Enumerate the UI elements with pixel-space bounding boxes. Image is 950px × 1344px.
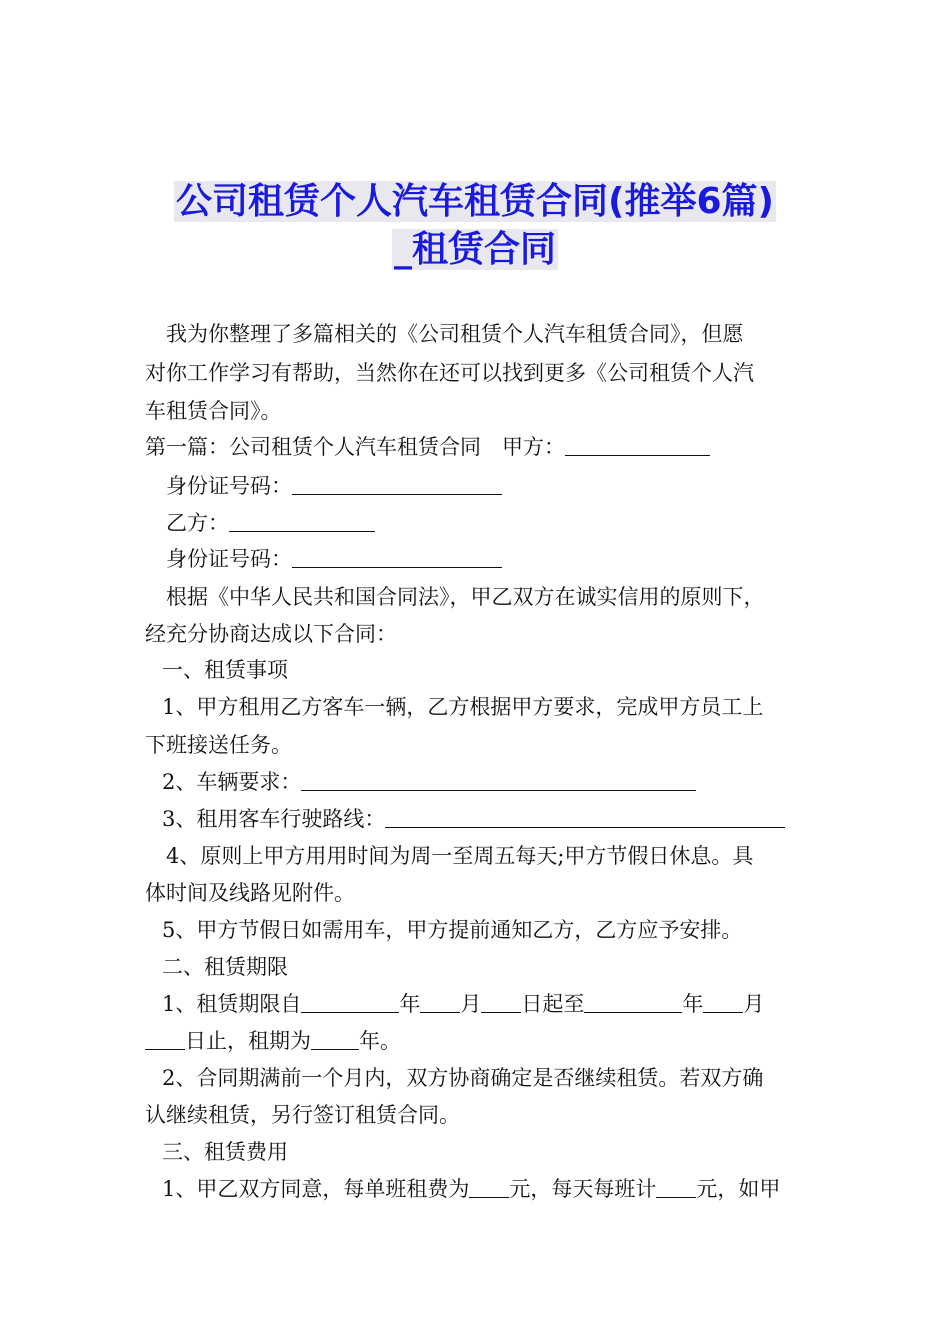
blank-month-to: [703, 992, 743, 1013]
intro-line-2: 对你工作学习有帮助，当然你在还可以找到更多《公司租赁个人汽: [145, 361, 754, 385]
document-title: 公司租赁个人汽车租赁合同(推举6篇): [176, 181, 774, 222]
blank-year-from: [301, 992, 399, 1013]
item-2-2-line-2: 认继续租赁，另行签订租赁合同。: [145, 1103, 460, 1127]
section-3-heading: 三、租赁费用: [162, 1140, 288, 1164]
section-2-heading: 二、租赁期限: [162, 955, 288, 979]
id-number-line: 身份证号码：: [166, 472, 831, 500]
party-b-line: 乙方：: [166, 509, 831, 537]
item-1-2: 2、车辆要求：: [162, 768, 827, 796]
item-1-1-line-2: 下班接送任务。: [145, 733, 292, 757]
section-1-heading: 一、租赁事项: [162, 658, 288, 682]
item-2-2-line-1: 2、合同期满前一个月内，双方协商确定是否继续租赁。若双方确: [162, 1066, 764, 1090]
item-2-1-line-2: 日止，租期为 年。: [145, 1027, 810, 1055]
blank-route: [385, 807, 785, 828]
blank-party-b: [229, 511, 375, 532]
intro-line-1: 我为你整理了多篇相关的《公司租赁个人汽车租赁合同》，但愿: [166, 322, 744, 346]
blank-vehicle-req: [301, 770, 696, 791]
item-1-1-line-1: 1、甲方租用乙方客车一辆，乙方根据甲方要求，完成甲方员工上: [162, 695, 764, 719]
blank-party-a: [565, 435, 710, 456]
item-1-4-line-2: 体时间及线路见附件。: [145, 881, 355, 905]
item-1-4-line-1: 4、原则上甲方用用时间为周一至周五每天;甲方节假日休息。具: [166, 844, 754, 868]
item-3-1-line-1: 1、甲乙双方同意，每单班租费为 元，每天每班计 元，如甲: [162, 1177, 781, 1201]
intro-line-3: 车租赁合同》。: [145, 399, 282, 423]
blank-shift-fee: [469, 1177, 509, 1198]
id-number-line-2: 身份证号码：: [166, 545, 831, 573]
blank-id-2: [292, 547, 502, 568]
item-1-5: 5、甲方节假日如需用车，甲方提前通知乙方，乙方应予安排。: [162, 918, 743, 942]
blank-day-from: [481, 992, 521, 1013]
part1-heading: 第一篇：公司租赁个人汽车租赁合同 甲方：: [145, 433, 810, 461]
blank-term-years: [311, 1029, 359, 1050]
blank-month-from: [420, 992, 460, 1013]
basis-line-2: 经充分协商达成以下合同：: [145, 622, 397, 646]
blank-daily-fee: [656, 1177, 696, 1198]
item-1-3: 3、租用客车行驶路线：: [162, 805, 827, 833]
blank-year-to: [584, 992, 682, 1013]
basis-line-1: 根据《中华人民共和国合同法》，甲乙双方在诚实信用的原则下，: [166, 585, 765, 609]
document-title-line2: _租赁合同: [393, 229, 556, 270]
item-2-1-line-1: 1、租赁期限自 年 月 日起至 年 月: [162, 992, 765, 1016]
blank-id: [292, 474, 502, 495]
blank-day-to: [145, 1029, 185, 1050]
